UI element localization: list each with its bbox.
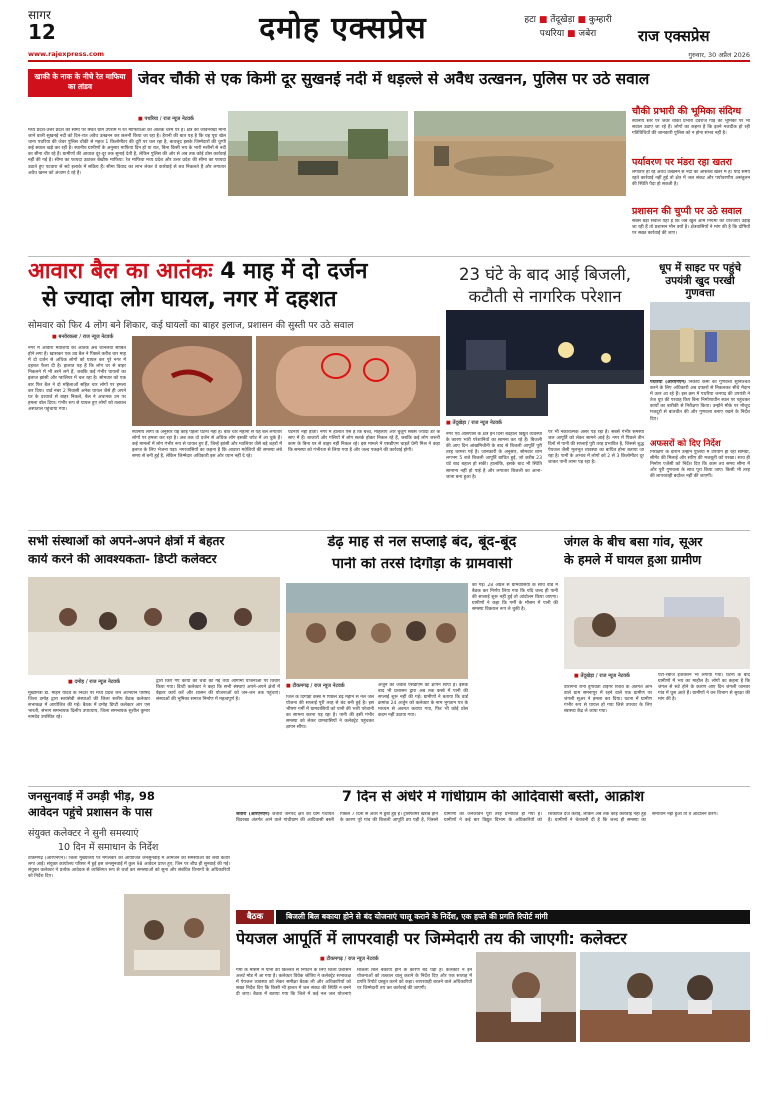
- edition-3: कुम्हारी: [588, 15, 612, 25]
- story7-headline-2: के हमले में घायल हुआ ग्रामीण: [564, 553, 702, 567]
- story4-photo: [650, 302, 750, 376]
- story6-byline-text: टीकमगढ़ / राज न्यूज नेटवर्क: [292, 683, 345, 689]
- sidebar-title-3: प्रशासन की चुप्पी पर उठे सवाल: [632, 206, 742, 217]
- divider-1: [28, 256, 750, 257]
- story3-body-col1: नगर एवं आसपास के क्षेत्र इन दिनों बदहाल विद्युत व्यवस्था के कारण भारी परेशानियों का सामना कर रहे हैं। बिजली की आए दिन आंखमिचौनी के बाद से बिजली आपूर्ति पूरी तरह चरमरा गई है। जानकारी के अनुसार, सोमवार शाम लगभग 5 बजे बिजली आपूर्ति बाधित हुई, जो करीब 23 घंटे बाद बहाल हो सकी। हालांकि, इसके बाद भी स्थिति सामान्य नहीं हो पाई है और लगातार बिजली का आना-जाना बना हुआ है।: [446, 432, 542, 480]
- story-site-inspection: [650, 260, 750, 528]
- story1-photo-right: [414, 111, 626, 196]
- kicker-text: खाकी के नाक के नीचे रेत माफिया का तांडव: [34, 72, 126, 91]
- story5-headline-2: कार्य करने की आवश्यकता- डिप्टी कलेक्टर: [28, 553, 217, 566]
- story-water-supply: [286, 533, 558, 783]
- story-stray-bull: [28, 260, 440, 528]
- story2-deck: सोमवार को फिर 4 लोग बने शिकार, कई घायलों का बाहर इलाज, प्रशासन की सुस्ती पर उठे सवाल: [28, 320, 354, 331]
- sidebar-text-1: स्थानीय स्तर पर जेवर चौकी प्रभारी देवराज गौड़ की भूमिका पर भी सवाल उठाए जा रहे हैं। लोगों का कहना है कि इतने नजदीक हो रही गतिविधियों की जानकारी पुलिस को न होना संभव नहीं है।: [632, 119, 750, 137]
- story5-body-col2: द्वारा किए गए कार्यों की चर्चा की गई तथा आगामी योजनाओं पर विचार किया गया। डिप्टी कलेक्टर ने कहा कि सभी संस्थाएं अपने-अपने क्षेत्रों में बेहतर कार्य करें और शासन की योजनाओं को जन-जन तक पहुंचाएं। संस्थाओं की भूमिका समाज निर्माण में महत्वपूर्ण है।: [156, 679, 280, 703]
- story5-byline: ■ दमोह / राज न्यूज नेटवर्क: [68, 679, 120, 685]
- story10-headline: पेयजल आपूर्ति में लापरवाही पर जिम्मेदारी तय की जाएगी: कलेक्टर: [236, 930, 627, 948]
- story2-photo-wound: [132, 336, 252, 426]
- edition-5: जबेरा: [578, 29, 597, 39]
- story7-body-col1: वीरांगना रानी दुर्गावती टाइगर रिजर्व के अंतर्गत आने वाले ग्राम समनापुर में रहने वाले एक ग्रामीण पर जंगली सूअर ने हमला कर दिया। घटना में ग्रामीण गंभीर रूप से घायल हो गया जिसे उपचार के लिए स्वास्थ्य केंद्र ले जाया गया।: [564, 685, 652, 715]
- story8-subhead-1: संयुक्त कलेक्टर ने सुनी समस्याएं: [28, 828, 139, 839]
- story2-headline-line2: से ज्यादा लोग घायल, नगर में दहशत: [42, 287, 337, 312]
- issue-date: गुरुवार, 30 अप्रैल 2026: [688, 51, 750, 59]
- story4-subhead: अफसरों को दिए निर्देश: [650, 439, 721, 449]
- kicker-box: [28, 69, 132, 97]
- story1-byline: ■ पथरिया / राज न्यूज नेटवर्क: [138, 116, 194, 122]
- story4-body-text: निकाय कर्मी को गुणवत्ता सुनिश्चित करने के लिए अधिकारी अब दफ्तरों से निकलकर सीधे मैदान में उतर आ रहे हैं। इस क्रम में पथरिया जनपद की उपयंत्री ने तेज धूप की परवाह किए बिना निर्माणाधीन स्थल पर पहुंचकर कार्यों का बारीकी से निरीक्षण किया। उन्होंने मौके पर मौजूद मजदूरों से बातचीत की और गुणवत्ता बनाए रखने के निर्देश दिए।: [650, 380, 750, 422]
- story7-headline-1: जंगल के बीच बसा गांव, सूअर: [564, 535, 703, 549]
- story5-byline-text: दमोह / राज न्यूज नेटवर्क: [74, 679, 120, 685]
- story2-byline-text: बनवेरकला / राज न्यूज नेटवर्क: [58, 334, 114, 340]
- story10-body-right: [476, 1046, 750, 1096]
- story6-body-col2: अर्जुन को जवाब एसडीएम को ज्ञापन सौंपा है। इसके बाद भी प्रशासन द्वारा अब तक कस्बे में पानी की सप्लाई शुरू नहीं की गई। ग्रामीणों ने बताया कि वार्ड क्रमांक 24 अर्जुन को कलेक्टर के नाम भुगतान पत्र के माध्यम से अवगत कराया गया, फिर भी कोई ठोस कदम नहीं उठाया गया।: [378, 683, 468, 719]
- page-number: 12: [28, 20, 56, 44]
- story3-byline: ■ तेंदूखेड़ा / राज न्यूज नेटवर्क: [446, 420, 502, 426]
- story7-byline-text: तेंदूखेड़ा / राज न्यूज नेटवर्क: [580, 673, 630, 679]
- story2-body-col1: नगर में आवारा मवेशियों का आतंक अब जानलेवा साबित होने लगा है। खासकर एक उग्र बैल ने पिछले करीब चार माह में दो दर्जन से अधिक लोगों को घायल कर पूरे नगर में दहशत फैला दी है। हालात यह हैं कि लोग घर से बाहर निकलने में भी डरने लगे हैं, जबकि कई गंभीर घायलों का इलाज झांसी और ग्वालियर में चल रहा है। सोमवार को एक बार फिर बैल ने दो महिलाओं सहित चार लोगों पर हमला कर दिया। वार्ड नंबर 2 निवासी अनेक घायल जैसे ही अपने घर के दरवाजे से बाहर निकले, बैल ने अचानक उन पर हमला बोल दिया। गंभीर रूप से घायल हुए लोगों को तत्काल अस्पताल पहुंचाया गया।: [28, 346, 126, 412]
- story5-body-col1: मुख्यमंत्री डॉ. मोहन यादव के निर्देश पर मध्य प्रदेश जन अभियान परिषद जिला दमोह द्वारा स्वयंसेवी संस्थाओं की जिला स्तरीय बैठक कलेक्टर सभाकक्ष में आयोजित की गई। बैठक में दमोह डिप्टी कलेक्टर आर एस भारती, संभाग समन्वयक दिलीप उपाध्याय, जिला समन्वयक सुशील कुमार नामदेव उपस्थित रहे।: [28, 691, 150, 721]
- story1-byline-text: पथरिया / राज न्यूज नेटवर्क: [144, 116, 194, 122]
- story9-byline: जतारा (आरएनएन): [236, 812, 270, 817]
- story10-byline: ■ टीकमगढ़ / राज न्यूज नेटवर्क: [320, 956, 379, 962]
- story8-headline-2: आवेदन पहुंचे प्रशासन के पास: [28, 806, 153, 819]
- story2-byline: ■ बनवेरकला / राज न्यूज नेटवर्क: [52, 334, 114, 340]
- divider-3: [28, 786, 750, 787]
- story8-photo: [124, 894, 230, 976]
- website-link[interactable]: www.rajexpress.com: [28, 50, 105, 58]
- story1-headline: जेवर चौकी से एक किमी दूर सुखनई नदी में धड़ल्ले से अवैध उत्खनन, पुलिस पर उठे सवाल: [138, 71, 650, 88]
- story9-headline: 7 दिन से अंधेरे में गांधीग्राम की आदिवासी बस्ती, आक्रोश: [341, 790, 645, 805]
- story8-body: टीकमगढ़ (आरएनएन)। जिला मुख्यालय पर मंगलवार को आयोजित जनसुनवाई में आमजन की समस्याओं की लंबी कतार लगा आई। संयुक्त कार्यालय परिसर में हुई इस जनसुनवाई में कुल 98 आवेदन प्राप्त हुए, जिन पर शीघ्र ही सुनवाई की गई। संयुक्त कलेक्टर ने प्रत्येक आवेदक से व्यक्तिगत रूप से चर्चा कर समस्याओं को सुना और संबंधित विभागों के अधिकारियों को निर्देश दिए।: [28, 856, 230, 880]
- story4-headline: धूप में साइट पर पहुंचे उपयंत्री खुद परखी गुणवत्ता: [658, 262, 742, 299]
- story-collector-meeting: [236, 908, 750, 1098]
- story8-subhead-2: 10 दिन में समाधान के निर्देश: [58, 842, 159, 853]
- story3-body-col2: पर भी नकारात्मक असर पड़ रहा है। सबसे गंभीर समस्या जल आपूर्ति को लेकर सामने आई है। नगर में पिछले तीन दिनों से पानी की सप्लाई पूरी तरह प्रभावित है, जिससे शुद्ध पेयजल जैसी मूलभूत व्यवस्था का बाधित होना बताया जा रहा है। पानी के अभाव में लोगों को 2 से 3 किलोमीटर दूर जाकर पानी लाना पड़ रहा है।: [548, 384, 644, 528]
- story8-body-wrap: [28, 894, 120, 1094]
- edition-1: हटा: [524, 15, 536, 25]
- story1-photo-left: [228, 111, 408, 196]
- story7-byline: ■ तेंदूखेड़ा / राज न्यूज नेटवर्क: [574, 673, 630, 679]
- story6-headline-2: पानी को तरसे दिगौड़ा के ग्रामवासी: [332, 557, 512, 572]
- city-name: सागर: [28, 8, 51, 22]
- story-dark-colony: [236, 790, 750, 906]
- story-sand-mafia: [28, 66, 750, 254]
- edition-list: हटा ■ तेंदूखेड़ा ■ कुम्हारी पथरिया ■ जबेरा: [524, 15, 612, 39]
- edition-4: पथरिया: [539, 29, 565, 39]
- story2-body-col3: घटनाएं नहीं होतीं। नगर में हालात ऐसे हैं कि बच्चे, महिलाएं और बुजुर्ग सबसे ज्यादा डर के साए में हैं। बाजारों और गलियों में लोग सतर्क होकर निकल रहे हैं, जबकि कई लोग जरूरी काम के बिना घर से बाहर नहीं निकल रहे। इस मामले में एसडीएम चाहतें प्रेमी मिश्र ने कहा कि समस्या को गंभीरता से लिया गया है और जल्द पकड़ने की कार्रवाई होगी।: [288, 430, 440, 454]
- meeting-label: बैठक: [236, 910, 274, 924]
- story3-headline-1: 23 घंटे के बाद आई बिजली,: [458, 265, 632, 284]
- brand-logo: राज एक्सप्रेस: [638, 27, 710, 45]
- divider-2: [28, 530, 750, 531]
- masthead: [0, 0, 778, 62]
- story9-body-text: जतारा जनपद क्षेत्र की ग्राम पंचायत बिदरखा अंतर्गत आने वाले गांधीग्राम की आदिवासी बस्ती पिछले 7 दिनों से अंधेरे में डूबी हुई है। ट्रांसफार्मर खराब होने के कारण पूरे गांव की बिजली आपूर्ति ठप पड़ी है, जिससे ग्रामीणों का जनजीवन पूरी तरह प्रभावित हो गया है। ग्रामीणों ने कई बार विद्युत विभाग के अधिकारियों को शिकायत दर्ज कराई, लेकिन अब तक कोई कार्रवाई नहीं हुई है। ग्रामीणों ने चेतावनी दी है कि जल्द ही समस्या का समाधान नहीं हुआ तो वे आंदोलन करेंगे।: [236, 812, 718, 824]
- story10-photo-a: [476, 952, 576, 1042]
- story7-photo: [564, 577, 750, 669]
- story3-byline-text: तेंदूखेड़ा / राज न्यूज नेटवर्क: [452, 420, 502, 426]
- sidebar-text-3: सबसे बड़ा सवाल यही है कि जब खुले आम नियमों की धज्जियां उड़ाई जा रही हैं तो प्रशासन मौन क्यों है। क्षेत्रवासियों ने मांग की है कि दोषियों पर सख्त कार्रवाई की जाए।: [632, 219, 750, 237]
- story6-body-col1: जिले के दिगौड़ा कस्बे में पिछले डेढ़ महीने से नल जल योजना की सप्लाई पूरी तरह से बंद बनी हुई है। इस भीषण गर्मी में ग्रामवासियों को पानी की भारी परेशानी का सामना करना पड़ रहा है। पानी की इसी गंभीर समस्या को लेकर ग्रामवासियों ने कलेक्ट्रेट पहुंचकर ज्ञापन सौंपा।: [286, 695, 374, 731]
- story1-sidebar: [632, 106, 750, 254]
- story10-photo-b: [580, 952, 750, 1042]
- story10-kicker: बिजली बिल बकाया होने से बंद योजनाएं चालू कराने के निर्देश, एक हफ्ते की प्रगति रिपोर्ट मांगी: [286, 912, 548, 921]
- story5-photo: [28, 577, 280, 675]
- story4-byline: पथरिया (आरएनएन): [650, 380, 687, 385]
- story6-headline-1: डेढ़ माह से नल सप्लाई बंद, बूंद-बूंद: [327, 535, 517, 550]
- sidebar-text-2: लगातार हो रहे अवैध उत्खनन से नदी का अस्तित्व खतरे में है। यदि समय रहते कार्रवाई नहीं हुई तो क्षेत्र में जल संकट और पर्यावरणीय असंतुलन की स्थिति पैदा हो सकती है।: [632, 170, 750, 188]
- story2-photo-leg: [256, 336, 440, 426]
- story9-body: [236, 812, 750, 904]
- story1-body-cont: [228, 200, 626, 250]
- story6-body-col3: की गई। 28 अप्रैल से ग्रामवासियों के साथ वार्ड में बैठक कर निर्णय लिया गया कि यदि जल्द ही पानी की सप्लाई शुरू नहीं हुई तो आंदोलन किया जाएगा। ग्रामीणों ने कहा कि गर्मी के मौसम में पानी की समस्या विकराल रूप ले चुकी है।: [472, 583, 558, 613]
- story10-byline-text: टीकमगढ़ / राज न्यूज नेटवर्क: [326, 956, 379, 962]
- paper-title: दमोह एक्सप्रेस: [259, 11, 427, 46]
- story10-body-left: गर्मी के मौसम में पानी की किल्लत से निपटने के लिए जिला प्रशासन अलर्ट मोड में आ गया है। कलेक्टर विवेक श्रोत्रिय ने कलेक्ट्रेट सभाकक्ष में पेयजल व्यवस्था को लेकर समीक्षा बैठक ली और अधिकारियों को सख्त निर्देश दिए कि किसी भी हालत में जल संकट की स्थिति न बनने दी जाए। बैठक में बताया गया कि जिले में कई नल जल योजनाएं बिजली बिल बकाया होने के कारण बंद पड़ी हैं। कलेक्टर ने इन योजनाओं को तत्काल चालू कराने के निर्देश दिए और एक सप्ताह में प्रगति रिपोर्ट प्रस्तुत करने को कहा। लापरवाही बरतने वाले अधिकारियों पर जिम्मेदारी तय कर कार्रवाई की जाएगी।: [236, 968, 472, 998]
- story1-body: मध्य प्रदेश-उत्तर प्रदेश की सीमा पर स्थित ग्राम उपराम में रेत माफियाओं का आतंक चरम पर है। क्षेत्र की जीवनरेखा मानी जाने वाली सुखनई नदी को दिन-रात अवैध उत्खनन कर छलनी किया जा रहा है। हैरानी की बात यह है कि यह पूरा खेल थाना पथरिया की जेवर पुलिस चौकी से महज 1 किलोमीटर की दूरी पर चल रहा है, बावजूद इसके जिम्मेदारों की चुप्पी कई सवाल खड़े कर रही है। स्थानीय ग्रामीणों के अनुसार माफिया दिन हो या रात, बिना किसी भय के भारी मशीनों से नदी का सीना चीर रहे हैं। ग्रामीणों की आवाज दूर-दूर तक सुनाई देती है, लेकिन पुलिस की ओर से अब तक कोई ठोस कार्रवाई नहीं की गई है। सीमा का फायदा उठाकर बेखौफ माफिया: रेत माफिया मध्य प्रदेश और उत्तर प्रदेश की सीमा का फायदा उठाते हुए पटवारा से सटे इलाके में सक्रिय हैं। सीमा विवाद का लाभ लेकर वे कार्रवाई से बच निकलते हैं और लगातार अवैध खनन को अंजाम दे रहे हैं।: [28, 128, 226, 176]
- story4-body2: निरीक्षण के दौरान उन्होंने पुलिया में उपयोग हो रही सामग्री, सीमेंट की मिलाई और सरिए की मजबूती को परखा। साथ ही निर्माण एजेंसी को निर्देश दिए कि काम तय समय सीमा में और पूरी गुणवत्ता के साथ पूरा किया जाए। किसी भी तरह की लापरवाही बर्दाश्त नहीं की जाएगी।: [650, 450, 750, 480]
- story3-headline-2: कटौती से नागरिक परेशान: [468, 287, 622, 306]
- story4-body: [650, 380, 750, 434]
- story7-body-col2: एंटी-रेबीज इंजेक्शन भी लगाया गया। घटना के बाद ग्रामीणों में भय का माहौल है। लोगों का कहना है कि जंगल से सटे होने के कारण आए दिन जंगली जानवर गांव में घुस आते हैं। ग्रामीणों ने वन विभाग से सुरक्षा की मांग की है।: [658, 673, 750, 703]
- story5-headline-1: सभी संस्थाओं को अपने-अपने क्षेत्रों में बेहतर: [28, 535, 225, 548]
- story-deputy-collector: [28, 533, 280, 783]
- story2-headline-line1: [28, 260, 440, 284]
- story2-headline-red: आवारा बैल का आतंकः: [28, 259, 213, 284]
- story2-headline-black: 4 माह में दो दर्जन: [220, 259, 368, 284]
- story-public-hearing: [28, 790, 230, 1098]
- masthead-rule: [28, 60, 750, 62]
- story8-headline-1: जनसुनवाई में उमड़ी भीड़, 98: [28, 790, 155, 803]
- sidebar-title-2: पर्यावरण पर मंडरा रहा खतरा: [632, 157, 732, 168]
- sidebar-title-1: चौकी प्रभारी की भूमिका संदिग्ध: [632, 106, 742, 117]
- story10-kicker-bar: [276, 910, 750, 924]
- story-power-cut: [446, 260, 644, 528]
- story2-body-col2: स्थानीय लोगों के अनुसार यह कोई पहली घटना नहीं है। बीते चार महीनों से यह बैल लगातार लोगों पर हमला कर रहा है। अब तक दो दर्जन से अधिक लोग इसकी चपेट में आ चुके हैं। कई मामलों में लोग गंभीर रूप से घायल हुए हैं, जिन्हें झांसी और ग्वालियर जैसे बड़े शहरों में इलाज के लिए भेजना पड़ा। नगरवासियों का कहना है कि आवारा मवेशियों की समस्या लंबे समय से बनी हुई है, लेकिन जिम्मेदार अधिकारी इस ओर ध्यान नहीं दे रहे।: [132, 430, 282, 460]
- story6-photo: [286, 583, 468, 679]
- story-boar-attack: [564, 533, 750, 783]
- story6-byline: ■ टीकमगढ़ / राज न्यूज नेटवर्क: [286, 683, 345, 689]
- edition-2: तेंदूखेड़ा: [550, 15, 575, 25]
